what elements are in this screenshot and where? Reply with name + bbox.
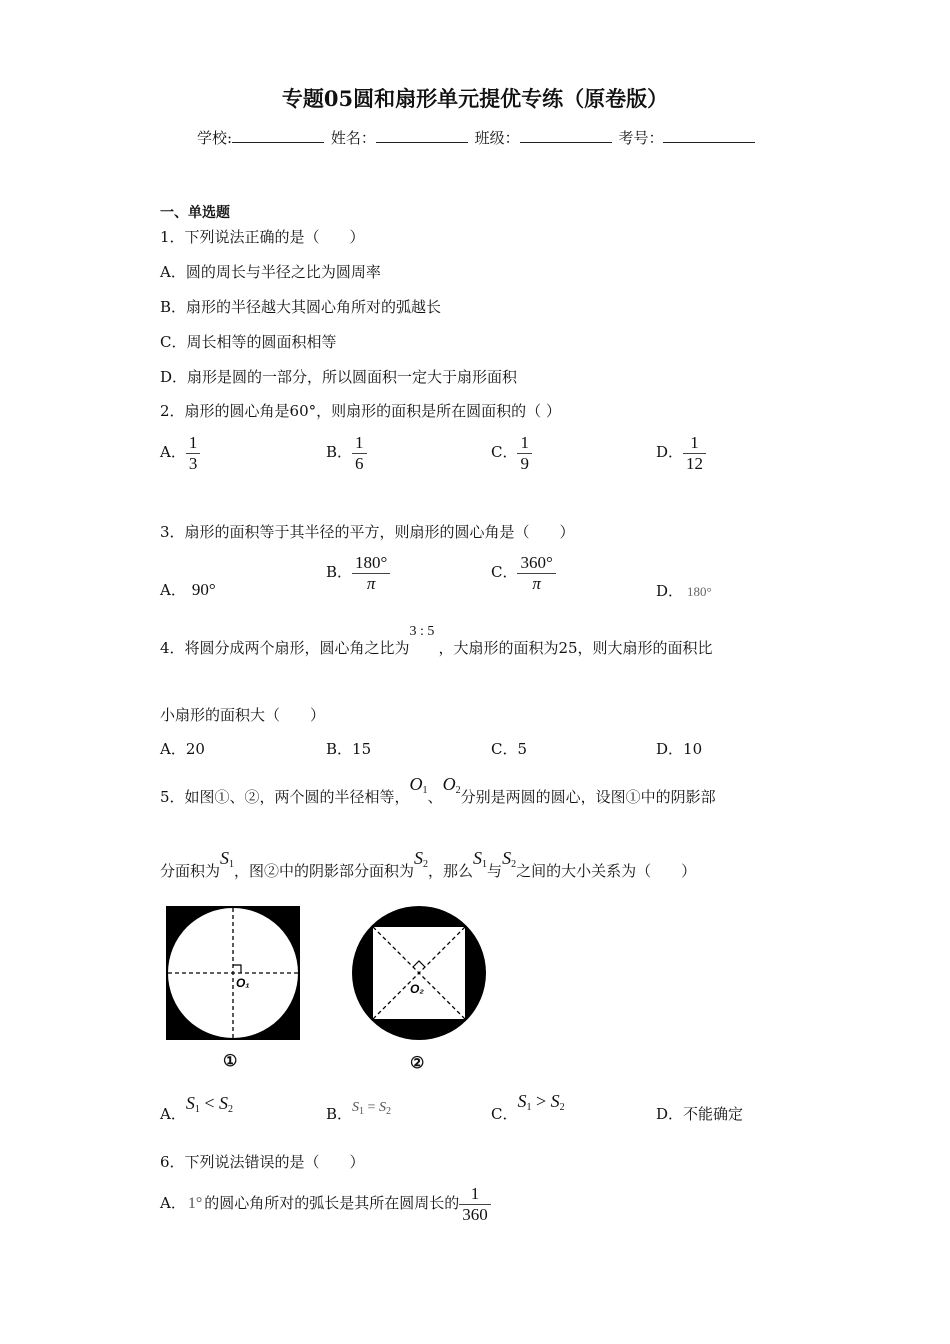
exam-no-label: 考号： — [618, 129, 664, 147]
figure-1-label: ① — [223, 1051, 238, 1070]
school-label: 学校: — [197, 129, 233, 147]
class-label: 班级： — [474, 129, 520, 147]
exam-no-blank — [663, 128, 755, 143]
q1-option-c: C．周长相等的圆面积相等 — [160, 333, 337, 351]
fraction: $\frac{1}{9}$ — [517, 433, 532, 473]
q1-stem: 1．下列说法正确的是（ ） — [160, 228, 365, 246]
q5-stem: 5．如图①、②，两个圆的半径相等，$O_1$、$O_2$分别是两圆的圆心，设图①中的阴影部 — [160, 774, 716, 806]
q5-stem-line2: 分面积为$S_1$，图②中的阴影部分面积为$S_2$，那么$S_1$与$S_2$之间的大小关系为（ ） — [160, 848, 697, 880]
q1-option-b: B．扇形的半径越大其圆心角所对的弧越长 — [160, 298, 442, 316]
q3-option-d: D． 180° — [656, 582, 712, 600]
name-label: 姓名： — [330, 129, 376, 147]
school-blank — [232, 128, 324, 143]
q3-option-c: C． $\frac{360^\circ}{\pi}$ — [491, 553, 556, 593]
q3-option-a: A． 90° — [160, 580, 216, 599]
q3-stem: 3．扇形的面积等于其半径的平方，则扇形的圆心角是（ ） — [160, 523, 575, 541]
fraction: $\frac{180^\circ}{\pi}$ — [352, 553, 390, 593]
q2-option-d: D． $\frac{1}{12}$ — [656, 433, 706, 473]
name-blank — [376, 128, 468, 143]
q4-option-b: B．15 — [326, 740, 372, 758]
q4-option-d: D．10 — [656, 740, 703, 758]
ratio: 3 : 5 — [409, 624, 435, 639]
fraction: $\frac{1}{12}$ — [683, 433, 706, 473]
q5-option-b: B．$S_1 = S_2$ — [326, 1100, 391, 1123]
page-title: 专题05圆和扇形单元提优专练（原卷版） — [281, 86, 669, 111]
q4-option-c: C．5 — [491, 740, 528, 758]
fig1-center-label: O₁ — [236, 976, 250, 990]
q5-option-d: D．不能确定 — [656, 1105, 744, 1123]
q4-option-a: A．20 — [160, 740, 205, 758]
figure-1 — [166, 906, 300, 1040]
q6-stem: 6．下列说法错误的是（ ） — [160, 1153, 365, 1171]
q5-option-a: A．$S_1 < S_2$ — [160, 1093, 233, 1123]
q4-stem: 4．将圆分成两个扇形，圆心角之比为3 : 5，大扇形的面积为25，则大扇形的面积比 — [160, 624, 713, 657]
section-heading: 一、单选题 — [160, 205, 230, 221]
q2-option-c: C． $\frac{1}{9}$ — [491, 433, 532, 473]
q2-option-b: B． $\frac{1}{6}$ — [326, 433, 367, 473]
q1-option-a: A．圆的周长与半径之比为圆周率 — [160, 263, 381, 281]
q2-stem: 2．扇形的圆心角是60°，则扇形的面积是所在圆面积的（ ） — [160, 402, 561, 420]
fraction: $\frac{1}{3}$ — [186, 433, 201, 473]
class-blank — [520, 128, 612, 143]
figure-2 — [350, 903, 490, 1043]
q1-option-d: D．扇形是圆的一部分，所以圆面积一定大于扇形面积 — [160, 368, 518, 386]
q4-stem-line2: 小扇形的面积大（ ） — [160, 706, 326, 724]
fraction: $\frac{1}{360}$ — [459, 1184, 491, 1224]
q2-option-a: A． $\frac{1}{3}$ — [160, 433, 200, 473]
q3-option-b: B． $\frac{180^\circ}{\pi}$ — [326, 553, 390, 593]
q5-option-c: C．$S_1 > S_2$ — [491, 1091, 565, 1123]
student-info-line — [197, 127, 757, 148]
figure-2-label: ② — [410, 1053, 425, 1072]
fraction: $\frac{1}{6}$ — [352, 433, 367, 473]
fraction: $\frac{360^\circ}{\pi}$ — [517, 553, 555, 593]
q6-option-a: A． 1° 的圆心角所对的弧长是其所在圆周长的 $\frac{1}{360}$ — [160, 1184, 491, 1224]
fig2-center-label: O₂ — [410, 982, 424, 996]
